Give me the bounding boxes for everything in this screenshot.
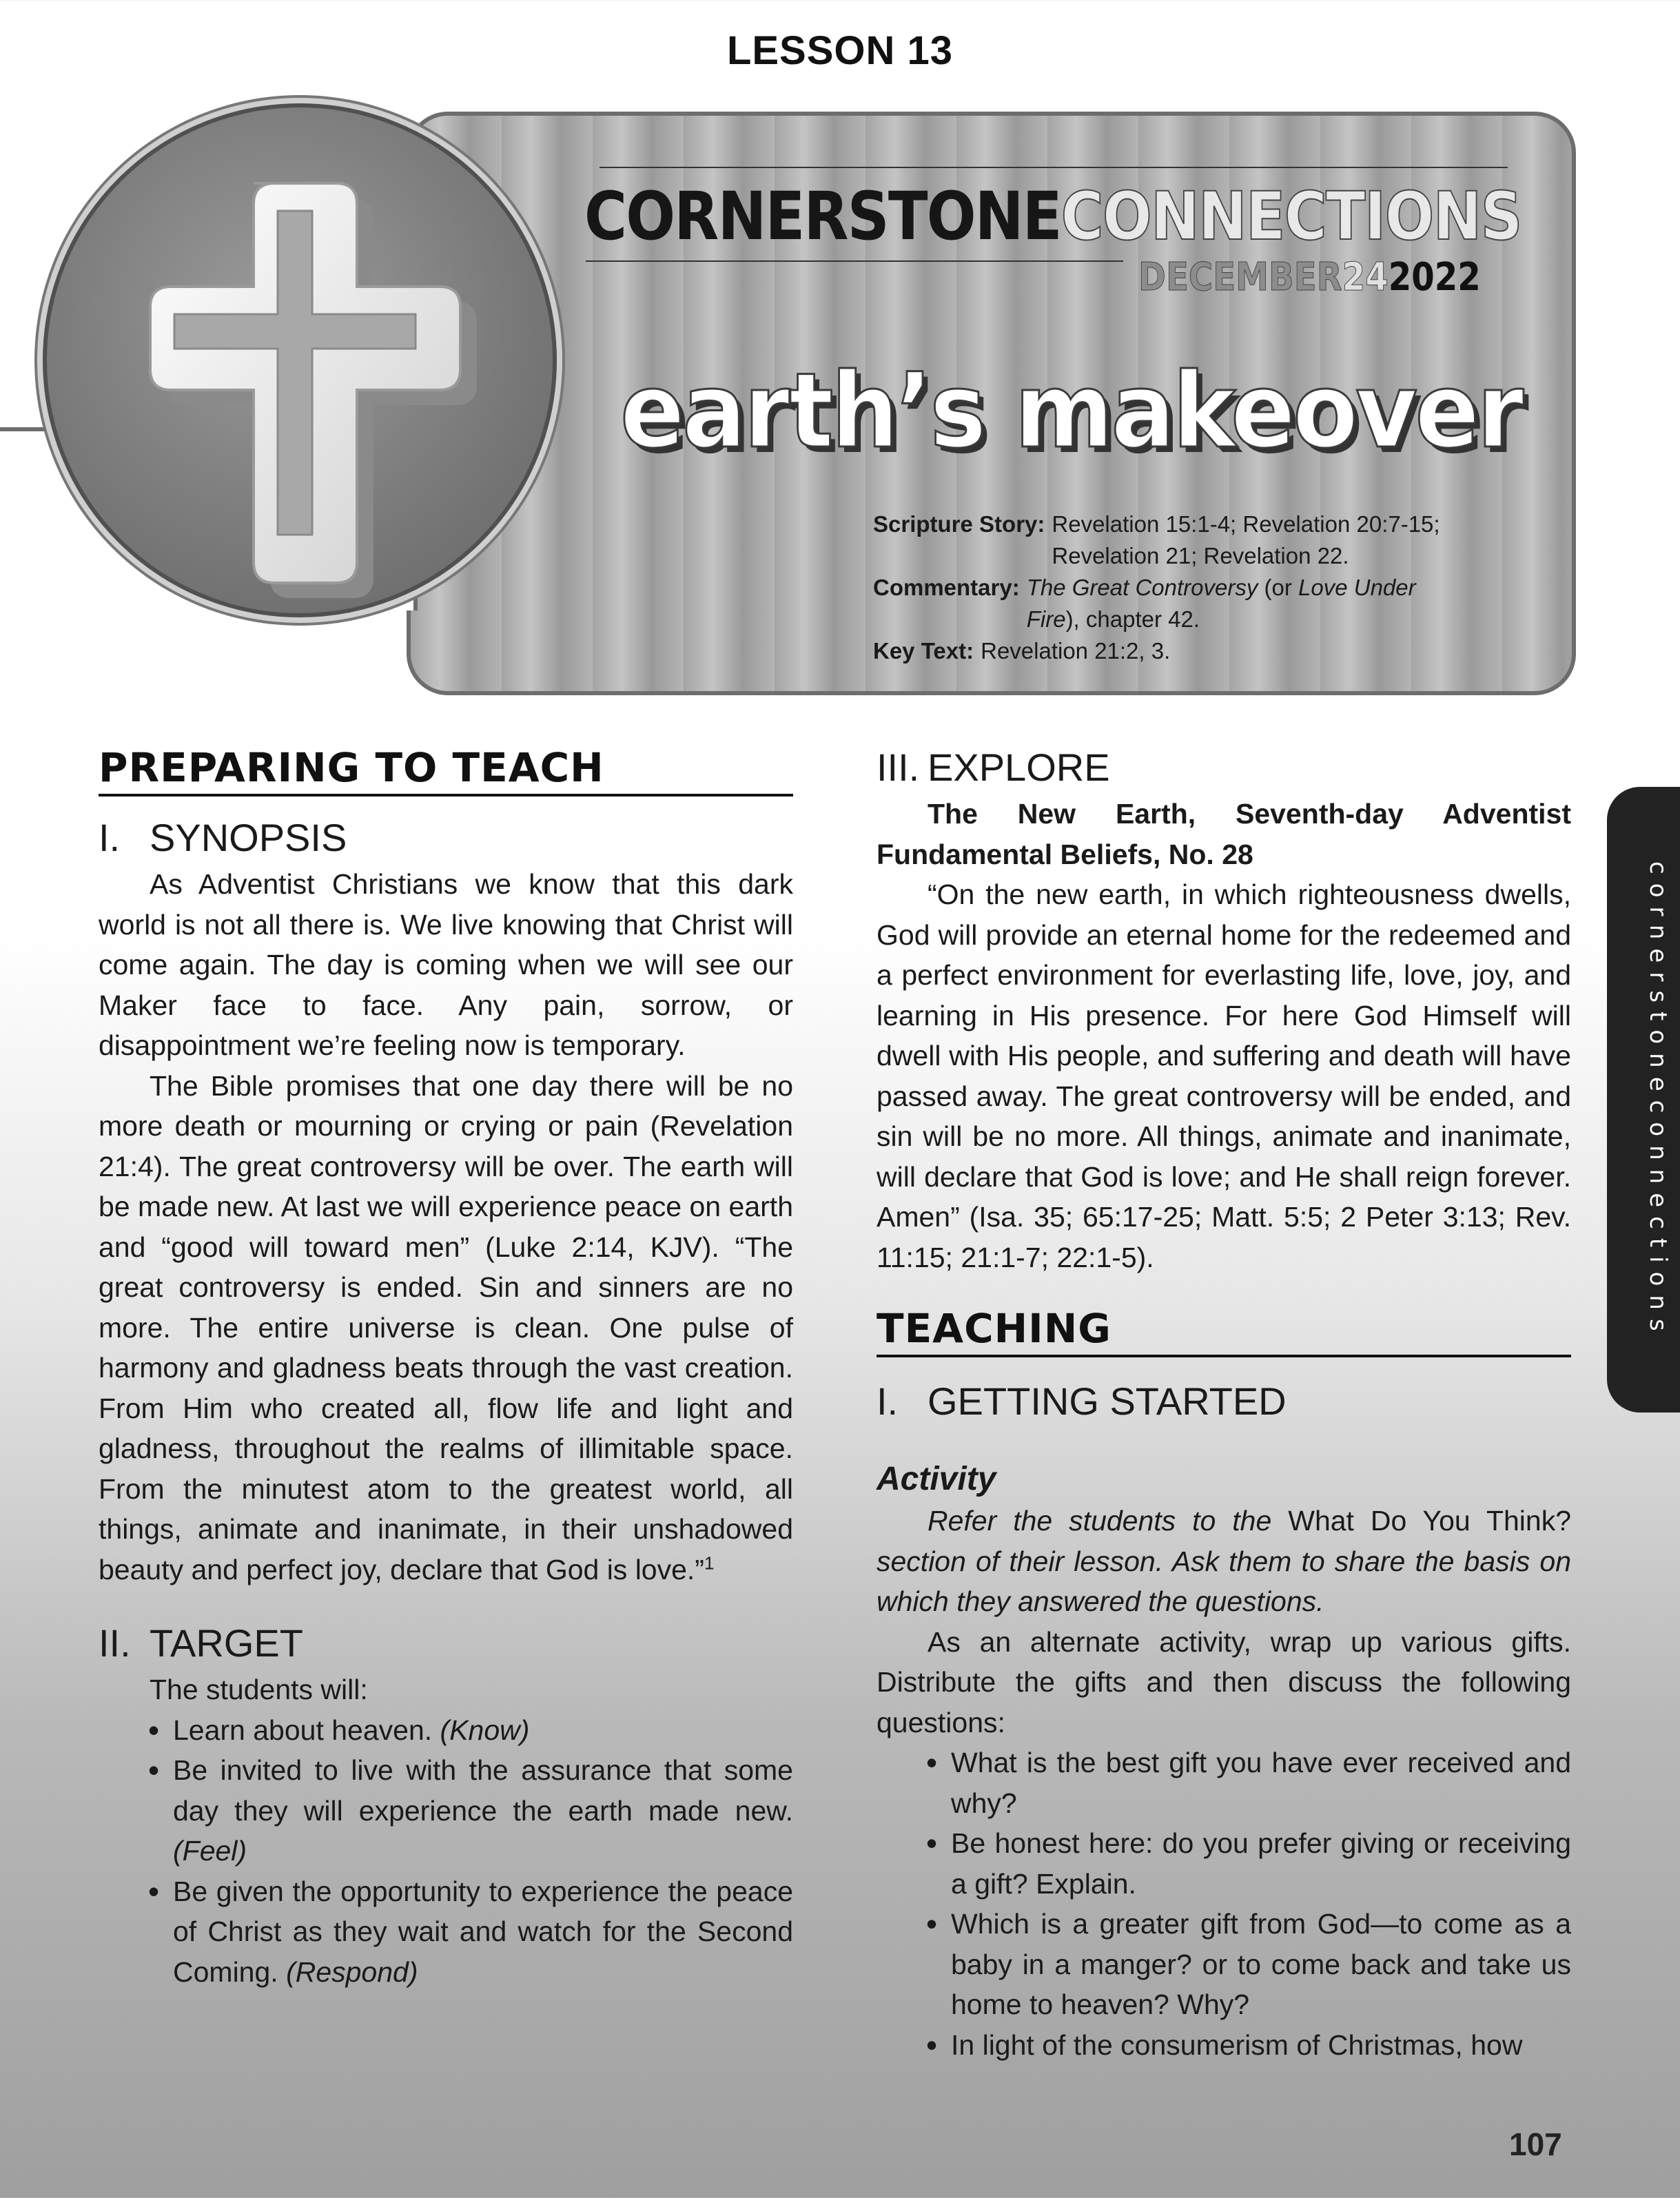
target-heading bbox=[99, 1620, 793, 1667]
explore-quote: “On the new earth, in which righteousness dwells, God will provide an eternal home for the redeemed and a perfect environment for everlasting life, love, joy, and learning in His presence. For here God Himself will dwell with His people, and suffering and death will have passed away. The great controversy will be ended, and sin will be no more. All things, animate and inanimate, will declare that God is love; and He shall reign forever. Amen” (Isa. 35; 65:17-25; Matt. 5:5; 2 Peter 3:13; Rev. 11:15; 21:1-7; 22:1-5). bbox=[877, 879, 1571, 1273]
list-item: • Be honest here: do you prefer giving or receiving a gift? Explain. bbox=[951, 1823, 1571, 1904]
page-number: 107 bbox=[1509, 2126, 1562, 2162]
activity-p1-a: Refer the students to the bbox=[928, 1505, 1289, 1537]
activity-p1-b: What Do You Think? bbox=[1288, 1505, 1572, 1537]
key-text-value: Revelation 21:2, 3. bbox=[981, 638, 1171, 664]
synopsis-paragraph-1: As Adventist Christians we know that this dark world is not all there is. We live knowing that Christ will come again. The day is coming when we will see our Maker face to face. Any pain, sorrow, or disappointment we’re feeling now is temporary. bbox=[99, 868, 793, 1061]
target-title: TARGET bbox=[150, 1621, 303, 1665]
target-item-tag: (Feel) bbox=[173, 1835, 247, 1867]
activity-paragraph-1 bbox=[877, 1501, 1571, 1622]
key-text-label: Key Text: bbox=[873, 638, 974, 664]
date-month: DECEMBER bbox=[1138, 255, 1342, 300]
getting-started-title: GETTING STARTED bbox=[928, 1379, 1287, 1423]
list-item: • What is the best gift you have ever received and why? bbox=[951, 1743, 1571, 1823]
side-tab-label: cornerstoneconnections bbox=[1644, 861, 1672, 1340]
masthead-dark: CORNERSTONE bbox=[584, 178, 1061, 255]
references-box bbox=[873, 509, 1466, 667]
target-item-tag: (Know) bbox=[440, 1714, 530, 1746]
cross-badge bbox=[43, 103, 557, 617]
list-item: • In light of the consumerism of Christmas, how bbox=[951, 2025, 1571, 2066]
masthead-light: CONNECTIONS bbox=[1061, 178, 1522, 255]
preparing-heading: PREPARING TO TEACH bbox=[99, 744, 793, 797]
teaching-heading: TEACHING bbox=[877, 1305, 1571, 1357]
commentary-book: The Great Controversy bbox=[1026, 575, 1258, 600]
lesson-label: LESSON 13 bbox=[726, 28, 954, 73]
getting-started-heading bbox=[877, 1378, 1571, 1425]
synopsis-paragraph-2-text: The Bible promises that one day there will be no more death or mourning or crying or pain (Revelation 21:4). The great controversy will be over. The earth will be made new. At last we will experience peace on earth and “good will toward men” (Luke 2:14, KJV). “The great controversy is ended. Sin and sinners are no more. The entire universe is clean. One pulse of harmony and gladness beats through the vast creation. From Him who created all, flow life and light and gladness, throughout the realms of illimitable space. From the minutest atom to the greatest world, all things, animate and inanimate, in their unshadowed beauty and perfect joy, declare that God is love.” bbox=[99, 1069, 793, 1585]
list-item: • Which is a greater gift from God—to come as a baby in a manger? or to come back and take us home to heaven? Why? bbox=[951, 1904, 1571, 2025]
date-day: 24 bbox=[1342, 255, 1389, 300]
list-item bbox=[173, 1750, 793, 1871]
explore-heading bbox=[877, 744, 1571, 791]
explore-number: III. bbox=[877, 746, 920, 789]
target-list bbox=[173, 1710, 793, 1993]
synopsis-title: SYNOPSIS bbox=[150, 816, 347, 859]
target-number: II. bbox=[99, 1621, 131, 1665]
commentary-mid: (or bbox=[1258, 575, 1299, 600]
synopsis-heading bbox=[99, 814, 793, 861]
left-column bbox=[99, 744, 793, 1992]
activity-paragraph-2: As an alternate activity, wrap up various gifts. Distribute the gifts and then discuss the following questions: bbox=[877, 1625, 1571, 1738]
issue-date bbox=[1138, 255, 1481, 300]
getting-started-number: I. bbox=[877, 1379, 899, 1423]
masthead-rule-mid bbox=[586, 260, 1123, 262]
lesson-title: earth’s makeover bbox=[620, 351, 1522, 471]
commentary-end: ), chapter 42. bbox=[1065, 606, 1200, 632]
activity-heading: Activity bbox=[877, 1461, 996, 1497]
cross-icon bbox=[47, 107, 553, 613]
masthead-title bbox=[584, 178, 1522, 255]
question-list bbox=[951, 1743, 1571, 2065]
synopsis-paragraph-2 bbox=[99, 1066, 793, 1590]
synopsis-number: I. bbox=[99, 816, 121, 859]
target-intro: The students will: bbox=[150, 1674, 368, 1705]
activity-p1-c: section of their lesson. Ask them to share the basis on which they answered the questions. bbox=[877, 1545, 1571, 1617]
right-column bbox=[877, 744, 1571, 2065]
commentary-value bbox=[1027, 572, 1466, 635]
commentary-label: Commentary: bbox=[873, 575, 1020, 600]
explore-subhead: The New Earth, Seventh-day Adventist Fundamental Beliefs, No. 28 bbox=[877, 798, 1571, 870]
footnote-marker: 1 bbox=[704, 1552, 715, 1573]
scripture-value: Revelation 15:1-4; Revelation 20:7-15; Revelation 21; Revelation 22. bbox=[1052, 511, 1440, 568]
list-item bbox=[173, 1871, 793, 1993]
list-item bbox=[173, 1710, 793, 1751]
masthead-rule-top bbox=[600, 167, 1508, 168]
explore-title: EXPLORE bbox=[928, 746, 1110, 789]
target-item-text: Be given the opportunity to experience the peace of Christ as they wait and watch for the Second Coming. bbox=[173, 1875, 793, 1988]
target-item-tag: (Respond) bbox=[286, 1955, 418, 1988]
commentary-alt: Love Under Fire bbox=[1026, 575, 1416, 632]
date-year: 2022 bbox=[1388, 255, 1481, 300]
target-item-text: Be invited to live with the assurance that some day they will experience the earth made new. bbox=[173, 1754, 793, 1827]
target-item-text: Learn about heaven. bbox=[173, 1714, 440, 1746]
scripture-label: Scripture Story: bbox=[873, 511, 1045, 537]
